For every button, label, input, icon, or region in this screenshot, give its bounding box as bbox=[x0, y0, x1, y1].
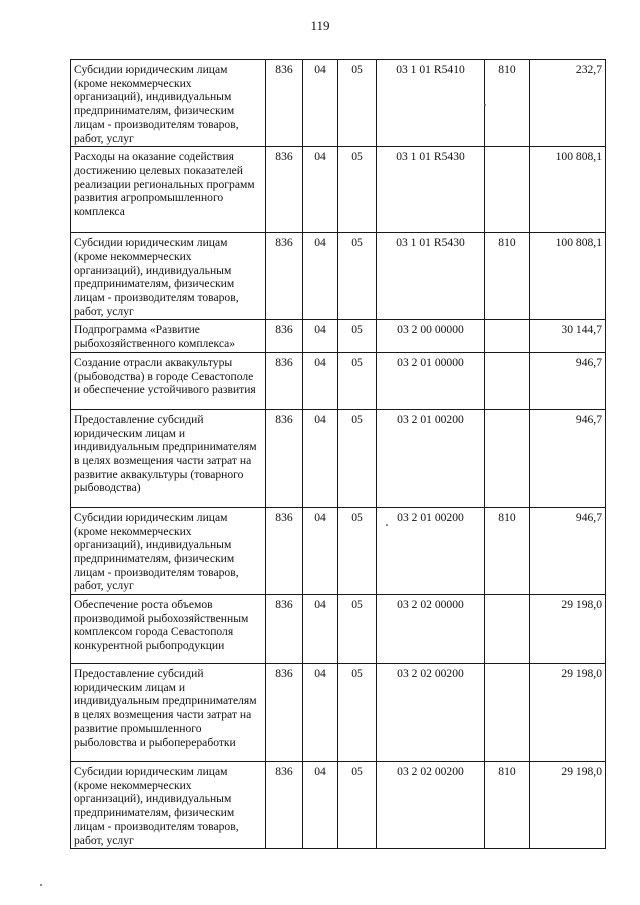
cell-subsection: 05 bbox=[338, 233, 377, 320]
cell-expense-type bbox=[485, 409, 530, 507]
cell-ministry: 836 bbox=[266, 595, 303, 664]
table-row bbox=[71, 762, 606, 849]
cell-expense-type bbox=[485, 320, 530, 352]
cell-subsection: 05 bbox=[338, 60, 377, 147]
cell-amount: 29 198,0 bbox=[530, 762, 606, 849]
table-row bbox=[71, 147, 606, 233]
cell-expense-type bbox=[485, 147, 530, 233]
cell-target: 03 2 02 00200 bbox=[377, 762, 485, 849]
cell-target: 03 2 02 00000 bbox=[377, 595, 485, 664]
cell-name: Обеспечение роста объемов производимой рыбохозяйственным комплексом города Севастополя конкурентной рыбопродукции bbox=[71, 595, 266, 664]
table-row bbox=[71, 60, 606, 147]
table-row bbox=[71, 507, 606, 594]
scan-speck bbox=[484, 104, 486, 106]
cell-ministry: 836 bbox=[266, 233, 303, 320]
cell-target: 03 2 02 00200 bbox=[377, 664, 485, 762]
cell-expense-type bbox=[485, 664, 530, 762]
cell-name: Субсидии юридическим лицам (кроме некоммерческих организаций), индивидуальным предпринимателям, физическим лицам - производителям товаров, работ, услуг bbox=[71, 507, 266, 594]
cell-amount: 100 808,1 bbox=[530, 233, 606, 320]
cell-subsection: 05 bbox=[338, 762, 377, 849]
cell-amount: 29 198,0 bbox=[530, 664, 606, 762]
cell-name: Субсидии юридическим лицам (кроме некоммерческих организаций), индивидуальным предпринимателям, физическим лицам - производителям товаров, работ, услуг bbox=[71, 60, 266, 147]
cell-target: 03 2 00 00000 bbox=[377, 320, 485, 352]
cell-section: 04 bbox=[303, 233, 338, 320]
table-row bbox=[71, 320, 606, 352]
cell-subsection: 05 bbox=[338, 320, 377, 352]
cell-section: 04 bbox=[303, 147, 338, 233]
cell-name: Субсидии юридическим лицам (кроме некоммерческих организаций), индивидуальным предпринимателям, физическим лицам - производителям товаров, работ, услуг bbox=[71, 762, 266, 849]
cell-target: 03 1 01 R5410 bbox=[377, 60, 485, 147]
cell-amount: 946,7 bbox=[530, 409, 606, 507]
cell-target: 03 2 01 00000 bbox=[377, 352, 485, 409]
cell-amount: 946,7 bbox=[530, 352, 606, 409]
cell-name: Подпрограмма «Развитие рыбохозяйственного комплекса» bbox=[71, 320, 266, 352]
cell-section: 04 bbox=[303, 595, 338, 664]
cell-section: 04 bbox=[303, 352, 338, 409]
cell-name: Расходы на оказание содействия достижению целевых показателей реализации региональных программ развития агропромышленного комплекса bbox=[71, 147, 266, 233]
cell-ministry: 836 bbox=[266, 664, 303, 762]
scan-speck bbox=[386, 524, 388, 526]
cell-ministry: 836 bbox=[266, 352, 303, 409]
page-number: 119 bbox=[310, 18, 330, 33]
cell-target: 03 2 01 00200 bbox=[377, 409, 485, 507]
cell-section: 04 bbox=[303, 409, 338, 507]
cell-section: 04 bbox=[303, 507, 338, 594]
table-row bbox=[71, 352, 606, 409]
cell-subsection: 05 bbox=[338, 507, 377, 594]
cell-subsection: 05 bbox=[338, 664, 377, 762]
cell-section: 04 bbox=[303, 664, 338, 762]
scan-speck bbox=[40, 884, 42, 886]
cell-amount: 30 144,7 bbox=[530, 320, 606, 352]
cell-subsection: 05 bbox=[338, 595, 377, 664]
cell-ministry: 836 bbox=[266, 147, 303, 233]
cell-subsection: 05 bbox=[338, 147, 377, 233]
cell-name: Субсидии юридическим лицам (кроме некоммерческих организаций), индивидуальным предпринимателям, физическим лицам - производителям товаров, работ, услуг bbox=[71, 233, 266, 320]
table-row bbox=[71, 409, 606, 507]
table-row bbox=[71, 233, 606, 320]
cell-name: Предоставление субсидий юридическим лицам и индивидуальным предпринимателям в целях возмещения части затрат на развитие промышленного рыболовства и рыбопереработки bbox=[71, 664, 266, 762]
cell-ministry: 836 bbox=[266, 507, 303, 594]
cell-ministry: 836 bbox=[266, 320, 303, 352]
cell-expense-type bbox=[485, 352, 530, 409]
cell-section: 04 bbox=[303, 320, 338, 352]
cell-expense-type: 810 bbox=[485, 233, 530, 320]
cell-name: Предоставление субсидий юридическим лицам и индивидуальным предпринимателям в целях возмещения части затрат на развитие аквакультуры (товарного рыбоводства) bbox=[71, 409, 266, 507]
cell-amount: 946,7 bbox=[530, 507, 606, 594]
cell-expense-type: 810 bbox=[485, 60, 530, 147]
cell-target: 03 1 01 R5430 bbox=[377, 233, 485, 320]
cell-expense-type: 810 bbox=[485, 762, 530, 849]
cell-section: 04 bbox=[303, 60, 338, 147]
cell-ministry: 836 bbox=[266, 60, 303, 147]
cell-amount: 29 198,0 bbox=[530, 595, 606, 664]
cell-ministry: 836 bbox=[266, 409, 303, 507]
cell-name: Создание отрасли аквакультуры (рыбоводства) в городе Севастополе и обеспечение устойчивого развития bbox=[71, 352, 266, 409]
cell-target: 03 2 01 00200 bbox=[377, 507, 485, 594]
cell-expense-type: 810 bbox=[485, 507, 530, 594]
table-row bbox=[71, 595, 606, 664]
cell-ministry: 836 bbox=[266, 762, 303, 849]
table-row bbox=[71, 664, 606, 762]
budget-table bbox=[70, 59, 606, 849]
cell-expense-type bbox=[485, 595, 530, 664]
cell-amount: 100 808,1 bbox=[530, 147, 606, 233]
cell-subsection: 05 bbox=[338, 352, 377, 409]
cell-subsection: 05 bbox=[338, 409, 377, 507]
cell-amount: 232,7 bbox=[530, 60, 606, 147]
cell-section: 04 bbox=[303, 762, 338, 849]
cell-target: 03 1 01 R5430 bbox=[377, 147, 485, 233]
